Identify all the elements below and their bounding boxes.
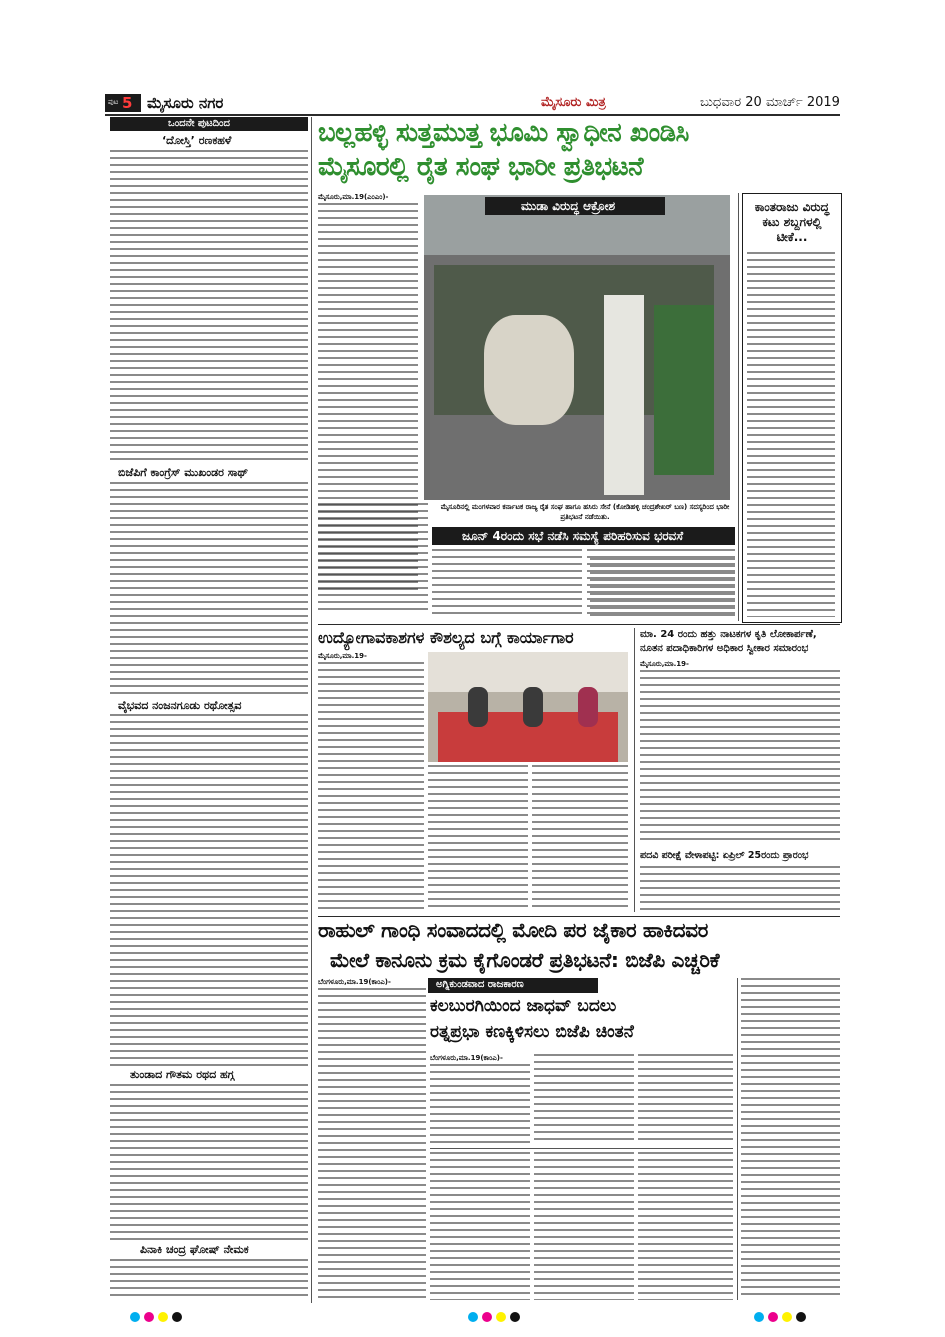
right-column-divider [737, 978, 738, 1300]
workshop-body-2 [428, 765, 528, 912]
reg-black [172, 1312, 182, 1322]
adalat-body-2 [640, 866, 840, 912]
left-heading-3: ತುಂಡಾದ ಗೌತಮ ರಥದ ಹಗ್ಗ [130, 1068, 235, 1081]
workshop-body-1 [318, 652, 424, 912]
side-box [742, 193, 842, 623]
left-subhead: ‘ದೋಸ್ತಿ’ ರಣಕಹಳೆ [162, 134, 232, 147]
adalat-body [640, 660, 840, 845]
left-heading-4: ಪಿನಾಕಿ ಚಂದ್ರ ಘೋಷ್ ನೇಮಕ [140, 1243, 249, 1256]
jadhav-kicker: ಅಗ್ನಿಕುಂಡವಾದ ರಾಜಕಾರಣ [436, 979, 524, 990]
reg-yellow [158, 1312, 168, 1322]
rahul-dateline: ಬೆಂಗಳೂರು,ಮಾ.19(ಕಾಂಎ)- [318, 978, 391, 986]
jadhav-body-3 [638, 1054, 733, 1144]
left-body-5 [110, 1259, 308, 1301]
jadhav-body-1 [430, 1054, 530, 1144]
main-headline-line2: ಮೈಸೂರಲ್ಲಿ ರೈತ ಸಂಘ ಭಾರೀ ಪ್ರತಿಭಟನೆ [318, 152, 644, 182]
rahul-headline-line2: ಮೇಲೆ ಕಾನೂನು ಕ್ರಮ ಕೈಗೊಂಡರೆ ಪ್ರತಿಭಟನೆ: ಬಿಜೆಪಿ ಎಚ್ಚರಿಕೆ [330, 948, 720, 972]
reg-black-3 [796, 1312, 806, 1322]
photo-caption: ಮೈಸೂರಿನಲ್ಲಿ ಮಂಗಳವಾರ ಕರ್ನಾಟಕ ರಾಜ್ಯ ರೈತ ಸಂಘ ಹಾಗೂ ಹಸಿರು ಸೇನೆ (ಕೋಡಿಹಳ್ಳಿ ಚಂದ್ರಶೇಖರ್ ಬಣ) ಸದಸ್ಯರಿಂದ ಭಾರೀ ಪ್ರತಿಭಟನೆ ನಡೆಯಿತು. [440, 503, 730, 521]
masthead: ಮೈಸೂರು ಮಿತ್ರ [541, 95, 606, 110]
jadhav-body-6 [638, 1152, 733, 1300]
june-meeting-text: ಜೂನ್ 4ರಂದು ಸಭೆ ನಡೆಸಿ ಸಮಸ್ಯೆ ಪರಿಹರಿಸುವ ಭರವಸೆ [462, 529, 684, 543]
jadhav-box [428, 978, 733, 1050]
section-rule-1 [318, 624, 840, 625]
rahul-body-2 [741, 978, 840, 1300]
reg-cyan [130, 1312, 140, 1322]
reg-magenta-3 [768, 1312, 778, 1322]
left-body-3 [110, 714, 308, 1066]
left-body-2 [110, 482, 308, 697]
protest-photo [424, 195, 730, 500]
main-story-divider [738, 193, 739, 621]
photo-label: ಮುಡಾ ವಿರುದ್ಧ ಆಕ್ರೋಶ [521, 199, 616, 213]
page-number-box [105, 94, 141, 112]
workshop-divider [634, 628, 635, 912]
reg-black-2 [510, 1312, 520, 1322]
main-headline-line1: ಬಲ್ಲಹಳ್ಳಿ ಸುತ್ತಮುತ್ತ ಭೂಮಿ ಸ್ವಾಧೀನ ಖಂಡಿಸಿ [318, 118, 689, 148]
reg-cyan-3 [754, 1312, 764, 1322]
left-body-4 [110, 1084, 308, 1241]
adalat-dateline: ಮೈಸೂರು,ಮಾ.19- [640, 660, 689, 668]
rahul-body-1 [318, 978, 426, 1300]
workshop-headline: ಉದ್ಯೋಗಾವಕಾಶಗಳ ಕೌಶಲ್ಯದ ಬಗ್ಗೆ ಕಾರ್ಯಾಗಾರ [318, 628, 574, 647]
jadhav-box-rule [430, 1148, 733, 1149]
page-label: ಪುಟ [108, 98, 119, 106]
adalat-headline: ಮಾ. 24 ರಂದು ಹತ್ತು ನಾಟಕಗಳ ಕೃತಿ ಲೋಕಾರ್ಪಣೆ, ನೂತನ ಪದಾಧಿಕಾರಿಗಳ ಅಧಿಕಾರ ಸ್ವೀಕಾರ ಸಮಾರಂಭ [640, 629, 817, 654]
color-registration-marks [130, 1312, 810, 1324]
main-body-col2 [318, 503, 428, 613]
photo-label-banner [485, 197, 665, 215]
jadhav-dateline: ಬೆಂಗಳೂರು,ಮಾ.19(ಕಾಂಎ)- [430, 1054, 503, 1062]
issue-date: ಬುಧವಾರ 20 ಮಾರ್ಚ್ 2019 [700, 95, 840, 110]
reg-cyan-2 [468, 1312, 478, 1322]
june-meeting-box [432, 527, 735, 545]
main-dateline: ಮೈಸೂರು,ಮಾ.19(ಎಂಎಂ)- [318, 193, 389, 201]
header-rule [105, 114, 840, 116]
section-title: ಮೈಸೂರು ನಗರ [147, 94, 224, 112]
jadhav-headline-line1: ಕಲಬುರಗಿಯಿಂದ ಜಾಧವ್ ಬದಲು [430, 996, 617, 1016]
rahul-headline-line1: ರಾಹುಲ್ ಗಾಂಧಿ ಸಂವಾದದಲ್ಲಿ ಮೋದಿ ಪರ ಜೈಕಾರ ಹಾಕಿದವರ [318, 918, 709, 942]
jadhav-kicker-bar [428, 978, 598, 993]
reg-magenta [144, 1312, 154, 1322]
reg-yellow-3 [782, 1312, 792, 1322]
reg-magenta-2 [482, 1312, 492, 1322]
side-box-body [747, 252, 835, 617]
section-rule-2 [318, 916, 840, 917]
workshop-photo [428, 652, 628, 762]
jadhav-body-2 [534, 1054, 634, 1144]
left-banner-text: ಒಂದನೇ ಪುಟದಿಂದ [168, 118, 230, 129]
jadhav-body-5 [534, 1152, 634, 1300]
workshop-dateline: ಮೈಸೂರು,ಮಾ.19- [318, 652, 367, 660]
main-body-col3 [432, 549, 582, 619]
workshop-body-3 [532, 765, 628, 912]
jadhav-body-4 [430, 1152, 530, 1300]
page-header [105, 92, 840, 114]
jadhav-headline-line2: ರತ್ನಪ್ರಭಾ ಕಣಕ್ಕಿಳಿಸಲು ಬಿಜೆಪಿ ಚಿಂತನೆ [430, 1022, 634, 1042]
left-heading-2: ವೈಭವದ ನಂಜನಗೂಡು ರಥೋತ್ಸವ [118, 699, 242, 712]
reg-yellow-2 [496, 1312, 506, 1322]
page-number: 5 [122, 94, 133, 112]
left-column-divider [311, 117, 312, 1303]
left-column-banner [110, 117, 308, 131]
left-heading-1: ಬಿಜೆಪಿಗೆ ಕಾಂಗ್ರೆಸ್ ಮುಖಂಡರ ಸಾಥ್ [118, 466, 249, 479]
adalat-subhead: ಪದವಿ ಪರೀಕ್ಷೆ ವೇಳಾಪಟ್ಟಿ: ಏಪ್ರಿಲ್ 25ರಂದು ಪ್ರಾರಂಭ [640, 850, 809, 861]
side-box-title: ಕಾಂತರಾಜು ವಿರುದ್ಧ ಕಟು ಶಬ್ದಗಳಲ್ಲಿ ಟೀಕೆ... [754, 200, 830, 244]
lower-body-a [590, 558, 735, 620]
left-body-1 [110, 150, 308, 464]
